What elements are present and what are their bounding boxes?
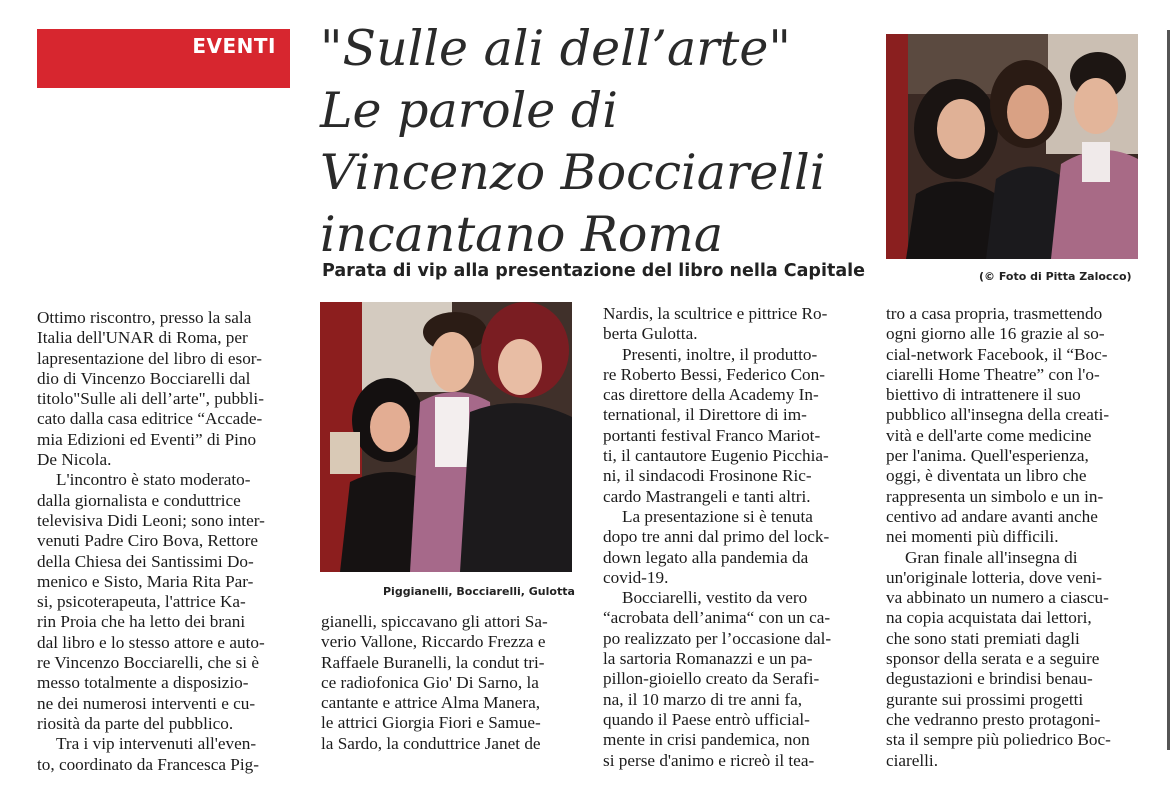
text-line: Gran finale all'insegna di [905, 547, 1078, 567]
text-line: dal libro e lo stesso attore e auto- [37, 632, 265, 652]
text-line: Bocciarelli, vestito da vero [622, 588, 808, 608]
text-line: televisiva Didi Leoni; sono inter- [37, 510, 265, 530]
paragraph [603, 345, 856, 507]
text-line: ternational, il Direttore di im- [603, 405, 807, 425]
text-line: Raffaele Buranelli, la condut tri- [321, 652, 545, 672]
text-line: L'incontro è stato moderato- [56, 470, 251, 490]
text-line: nei momenti più difficili. [886, 527, 1059, 547]
text-line: la Sardo, la conduttrice Janet de [321, 733, 541, 753]
text-line: gurante sui prossimi progetti [886, 689, 1084, 709]
text-line: cato dalla casa editrice “Accade- [37, 409, 263, 429]
text-line: cardo Mastrangeli e tanti altri. [603, 486, 811, 506]
text-line: ogni giorno alle 16 grazie al so- [886, 324, 1105, 344]
text-line: covid-19. [603, 567, 669, 587]
text-line: to, coordinato da Francesca Pig- [37, 754, 259, 774]
text-line: vità e dell'arte come medicine [886, 425, 1092, 445]
text-line: si, psicoterapeuta, l'attrice Ka- [37, 592, 246, 612]
text-line: tro a casa propria, trasmettendo [886, 304, 1103, 323]
text-line: re Vincenzo Bocciarelli, che si è [37, 653, 259, 673]
text-line: re Roberto Bessi, Federico Con- [603, 364, 825, 384]
text-line: lapresentazione del libro di esor- [37, 348, 262, 368]
article-column-2 [321, 612, 573, 754]
text-line: dalla giornalista e conduttrice [37, 490, 241, 510]
text-line: ciarelli. [886, 750, 939, 770]
text-line: la sartoria Romanazzi e un pa- [603, 649, 813, 669]
text-line: Italia dell'UNAR di Roma, per [37, 328, 248, 348]
text-line: menico e Sisto, Maria Rita Par- [37, 571, 254, 591]
headline [320, 18, 880, 266]
text-line: degustazioni e brindisi benau- [886, 669, 1093, 689]
text-line: Presenti, inoltre, il produtto- [622, 344, 818, 364]
text-line: portanti festival Franco Mariot- [603, 425, 821, 445]
text-line: Nardis, la scultrice e pittrice Ro- [603, 304, 828, 323]
text-line: quando il Paese entrò ufficial- [603, 709, 810, 729]
text-line: per l'anima. Quell'esperienza, [886, 446, 1089, 466]
text-line: De Nicola. [37, 450, 112, 470]
text-line: riosità da parte del pubblico. [37, 713, 234, 733]
text-line: mia Edizioni ed Eventi” di Pino [37, 429, 257, 449]
text-line: gianelli, spiccavano gli attori Sa- [321, 612, 548, 631]
text-line: cantante e attrice Alma Manera, [321, 693, 541, 713]
paragraph [886, 548, 1140, 771]
section-label: EVENTI [192, 34, 276, 58]
middle-photo [320, 302, 572, 572]
article-column-1 [37, 308, 290, 775]
article-column-4 [886, 304, 1140, 771]
paragraph [603, 507, 856, 588]
middle-photo-art [320, 302, 572, 572]
text-line: dopo tre anni dal primo del lock- [603, 527, 830, 547]
text-line: della Chiesa dei Santissimi Do- [37, 551, 254, 571]
text-line: rin Proia che ha letto dei brani [37, 612, 246, 632]
text-line: po realizzato per l’occasione dal- [603, 628, 832, 648]
text-line: sta il sempre più poliedrico Boc- [886, 730, 1111, 750]
text-line: ne dei numerosi interventi e cu- [37, 693, 256, 713]
text-line: berta Gulotta. [603, 324, 698, 344]
paragraph [321, 612, 573, 754]
text-line: dio di Vincenzo Bocciarelli dal [37, 368, 251, 388]
text-line: ciarelli Home Theatre” con l'o- [886, 364, 1100, 384]
text-line: biettivo di intrattenere il suo [886, 385, 1081, 405]
text-line: ni, il sindacodi Frosinone Ric- [603, 466, 812, 486]
text-line: rappresenta un simbolo e un in- [886, 486, 1104, 506]
headline-line: Le parole di [320, 82, 618, 139]
text-line: cial-network Facebook, il “Boc- [886, 344, 1108, 364]
text-line: “acrobata dell’anima“ con un ca- [603, 608, 831, 628]
paragraph [37, 470, 290, 734]
headline-line: Vincenzo Bocciarelli [320, 144, 826, 201]
top-right-photo-art [886, 34, 1138, 259]
section-band [37, 29, 290, 88]
text-line: centivo ad andare avanti anche [886, 506, 1098, 526]
text-line: messo totalmente a disposizio- [37, 673, 249, 693]
text-line: Ottimo riscontro, presso la sala [37, 308, 252, 327]
text-line: na copia acquistata dai lettori, [886, 608, 1092, 628]
text-line: va abbinato un numero a ciascu- [886, 588, 1109, 608]
text-line: venuti Padre Ciro Bova, Rettore [37, 531, 259, 551]
paragraph [886, 304, 1140, 548]
headline-line: "Sulle ali dell’arte" [320, 20, 791, 77]
text-line: le attrici Giorgia Fiori e Samue- [321, 713, 541, 733]
text-line: pubblico all'insegna della creati- [886, 405, 1110, 425]
top-photo-credit: (© Foto di Pitta Zalocco) [979, 270, 1132, 283]
subheadline: Parata di vip alla presentazione del libro nella Capitale [322, 261, 865, 281]
text-line: cas direttore della Academy In- [603, 385, 819, 405]
text-line: un'originale lotteria, dove veni- [886, 567, 1102, 587]
text-line: sponsor della serata e a seguire [886, 649, 1100, 669]
text-line: ti, il cantautore Eugenio Picchia- [603, 446, 829, 466]
paragraph [37, 734, 290, 775]
top-right-photo [886, 34, 1138, 259]
text-line: mente in crisi pandemica, non [603, 730, 810, 750]
text-line: verio Vallone, Riccardo Frezza e [321, 632, 546, 652]
text-line: pillon-gioiello creato da Serafi- [603, 669, 820, 689]
paragraph [603, 304, 856, 345]
text-line: ce radiofonica Gio' Di Sarno, la [321, 672, 539, 692]
middle-photo-caption: Piggianelli, Bocciarelli, Gulotta [383, 585, 575, 598]
text-line: si perse d'animo e ricreò il tea- [603, 750, 815, 770]
text-line: che sono stati premiati dagli [886, 628, 1080, 648]
text-line: oggi, è diventata un libro che [886, 466, 1087, 486]
text-line: Tra i vip intervenuti all'even- [56, 734, 257, 754]
paragraph [37, 308, 290, 470]
text-line: che vedranno presto protagoni- [886, 709, 1101, 729]
article-column-3 [603, 304, 856, 771]
headline-line: incantano Roma [320, 206, 724, 263]
text-line: na, il 10 marzo di tre anni fa, [603, 689, 803, 709]
paragraph [603, 588, 856, 771]
text-line: down legato alla pandemia da [603, 547, 809, 567]
text-line: titolo"Sulle ali dell’arte", pubbli- [37, 389, 264, 409]
text-line: La presentazione si è tenuta [622, 506, 813, 526]
